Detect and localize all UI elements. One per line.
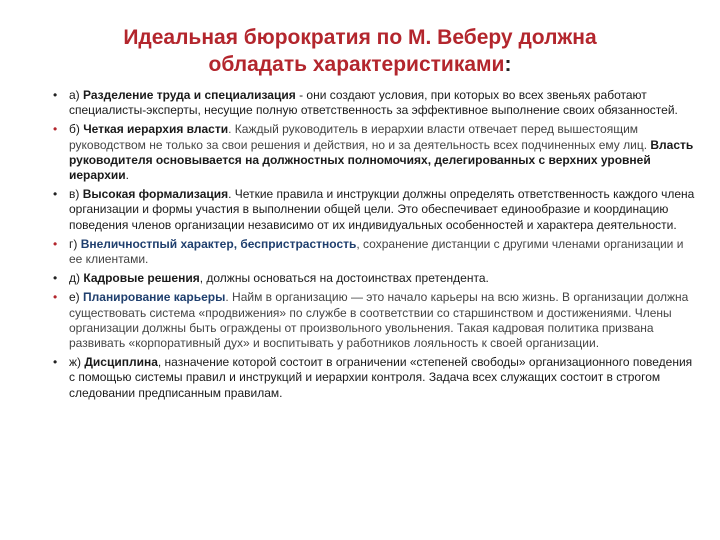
bullet-icon: •	[53, 88, 58, 102]
item-term: Внеличностпый характер, беспристрастность	[80, 236, 357, 251]
item-prefix: ж)	[69, 355, 85, 370]
list-item-zh	[55, 355, 695, 401]
item-text: . Найм в организацию — это начало карьеры на всю жизнь. В организации должна существовать система «продвижения» по службе в соответствии со старшинством и достижениями. Члены организации должны быть ограждены от произвольного увольнения. Такая кадровая политика призвана развивать «корпоративный дух» и воспитывать у работников лояльность к своей организации.	[69, 290, 689, 351]
item-term: Планирование карьеры	[83, 290, 226, 305]
item-prefix: б)	[69, 122, 84, 137]
list-item-g	[55, 237, 695, 267]
item-term: Кадровые решения	[83, 271, 200, 286]
bullet-icon: •	[53, 122, 58, 137]
title-line-2: обладать характеристиками	[208, 53, 505, 76]
item-text: - они создают условия, при которых во всех звеньях работают специалисты-эксперты, несущие полную ответственность за эффективное выполнение своих обязанностей.	[69, 88, 678, 118]
item-tail: .	[125, 168, 129, 183]
bullet-icon: •	[53, 236, 58, 251]
characteristics-list	[55, 88, 695, 405]
item-prefix: г)	[69, 236, 81, 251]
title-line-1: Идеальная бюрократия по М. Веберу должна	[123, 26, 597, 49]
list-item-e	[55, 290, 695, 351]
list-item-b	[55, 122, 695, 183]
item-text: , сохранение дистанции с другими членами организации и ее клиентами.	[69, 236, 684, 267]
item-prefix: а)	[69, 88, 84, 102]
list-item-a	[55, 88, 695, 118]
item-prefix: в)	[69, 187, 83, 202]
list-item-d	[55, 271, 695, 286]
bullet-icon: •	[53, 355, 58, 370]
list-item-v	[55, 187, 695, 233]
item-term-2: Власть руководителя основывается на должностных полномочиях, делегированных с верхних уровней иерархии	[69, 137, 694, 183]
item-text: . Четкие правила и инструкции должны определять ответственность каждого члена организации и формы участия в выполнении общей цели. Это обеспечивает единообразие и координацию поведения членов организации независимо от их индивидуальных особенностей и характера деятельности.	[69, 187, 695, 232]
title-colon: :	[504, 53, 512, 76]
item-term: Дисциплина	[84, 355, 158, 370]
item-term: Высокая формализация	[82, 187, 229, 202]
bullet-icon: •	[53, 290, 58, 305]
item-text: , должны основаться на достоинствах претендента.	[199, 271, 489, 286]
item-prefix: е)	[69, 290, 84, 305]
item-text: , назначение которой состоит в ограничении «степеней свободы» организационного поведения с помощью системы правил и инструкций и иерархии контроля. Задача всех служащих состоит в строгом следовании предписанным правилам.	[69, 355, 693, 400]
item-prefix: д)	[69, 271, 84, 286]
bullet-icon: •	[53, 271, 58, 286]
item-text: . Каждый руководитель в иерархии власти отвечает перед вышестоящим руководством не только за свои решения и действия, но и за деятельность всех подчиненных ему лиц.	[69, 122, 651, 152]
bullet-icon: •	[53, 187, 58, 202]
item-term: Разделение труда и специализация	[83, 88, 296, 102]
item-term: Четкая иерархия власти	[83, 122, 229, 137]
slide-title	[70, 24, 650, 78]
